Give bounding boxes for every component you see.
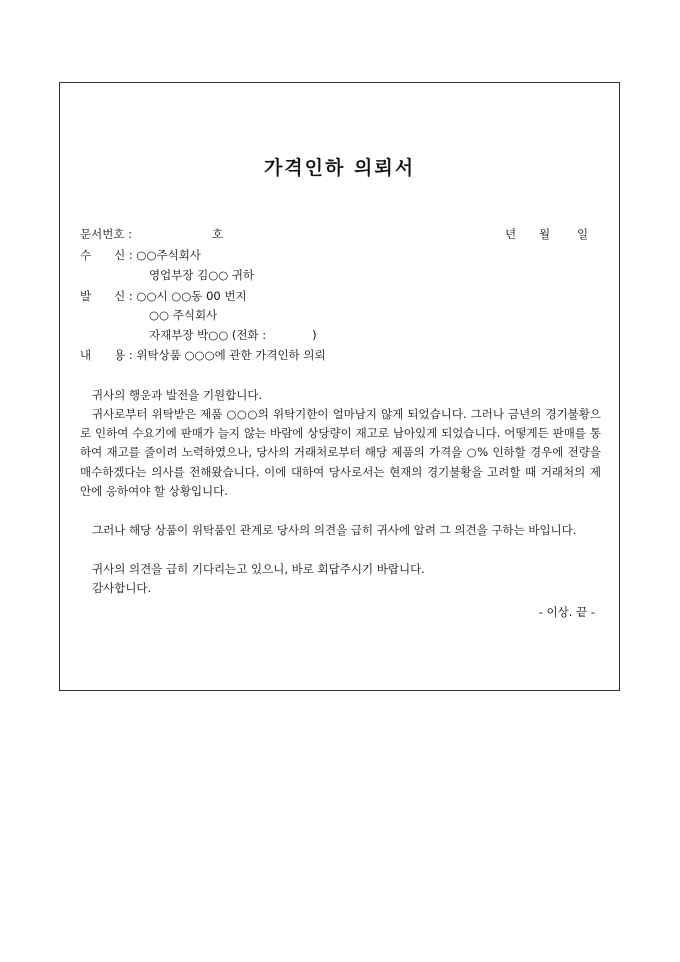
sender-address: ○○시 ○○동 00 번지 bbox=[136, 289, 247, 303]
date-day: 일 bbox=[577, 227, 589, 241]
recipient-company: ○○주식회사 bbox=[136, 248, 201, 262]
date-month: 월 bbox=[539, 227, 551, 241]
subject-row bbox=[80, 348, 326, 362]
doc-number-label: 문서번호 : bbox=[80, 227, 132, 241]
document-frame bbox=[59, 82, 620, 691]
recipient-label: 수 신 : bbox=[80, 248, 133, 262]
body-paragraph-reply: 귀사의 의견을 급히 기다리는고 있으니, 바로 회답주시기 바랍니다. bbox=[92, 562, 425, 576]
recipient-row bbox=[80, 248, 201, 262]
subject-label: 내 용 : bbox=[80, 348, 133, 362]
sender-person: 자재부장 박○○ (전화 : ) bbox=[149, 328, 317, 342]
doc-number-suffix: 호 bbox=[212, 227, 224, 241]
sender-label: 발 신 : bbox=[80, 289, 133, 303]
recipient-person: 영업부장 김○○ 귀하 bbox=[149, 268, 255, 282]
body-paragraph-greeting: 귀사의 행운과 발전을 기원합니다. bbox=[92, 388, 263, 402]
sender-row bbox=[80, 289, 247, 303]
document-title: 가격인하 의뢰서 bbox=[263, 157, 416, 179]
body-paragraph-request: 그러나 해당 상품이 위탁품인 관계로 당사의 의견을 급히 귀사에 알려 그 의견을 구하는 바입니다. bbox=[92, 523, 577, 537]
doc-number-row bbox=[80, 227, 601, 241]
date-year: 년 bbox=[505, 227, 517, 241]
body-paragraph-thanks: 감사합니다. bbox=[92, 581, 152, 595]
sender-company: ○○ 주식회사 bbox=[149, 308, 218, 322]
subject-text: 위탁상품 ○○○에 관한 가격인하 의뢰 bbox=[136, 348, 326, 362]
body-paragraph-main: 귀사로부터 위탁받은 제품 ○○○의 위탁기한이 얼마남지 않게 되었습니다. 그러나 금년의 경기불황으로 인하여 수요기에 판매가 늘지 않는 바람에 상당량이 재고로 남아있게 되었습니다. 어떻게든 판매를 통하여 재고를 줄이려 노력하였으나, 당사의 거래처로부터 해당 제품의 가격을 ○% 인하할 경우에 전량을 매수하겠다는 의사를 전해왔습니다. 이에 대하여 당사로서는 현재의 경기불황을 고려할 때 거래처의 제안에 응하여야 할 상황입니다. bbox=[80, 407, 601, 498]
closing-mark: - 이상. 끝 - bbox=[538, 605, 595, 619]
